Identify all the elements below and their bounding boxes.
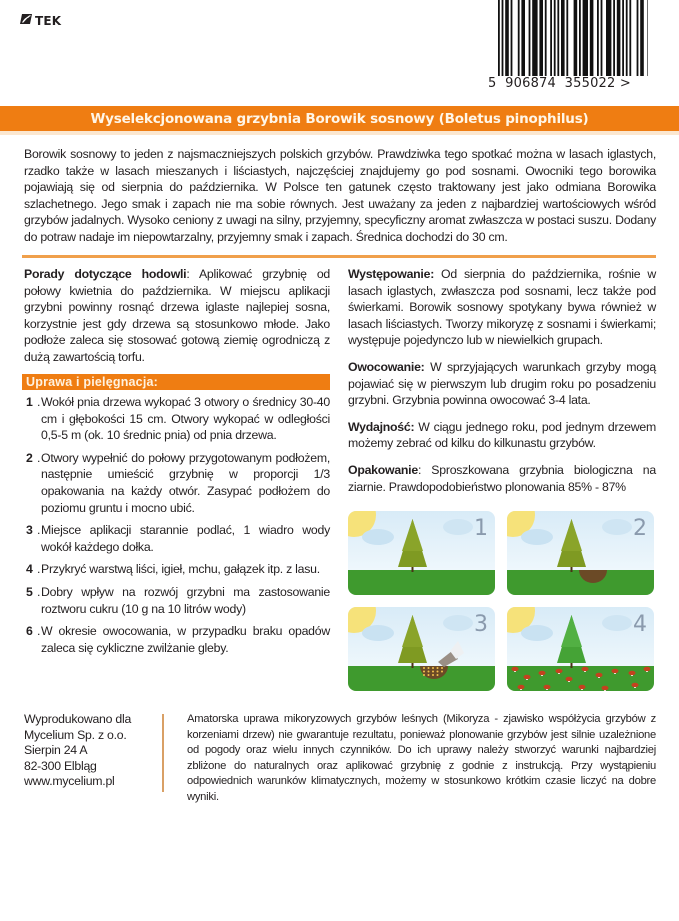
step-text: W okresie owocowania, w przypadku braku opadów zaleca się cykliczne zwilżanie gleby. [41,624,330,655]
mycelium-grain [432,674,434,676]
yield-info [348,419,656,452]
mycelium-grain [432,671,434,673]
producer-website[interactable]: www.mycelium.pl [24,774,115,789]
mushroom-icon [556,669,563,674]
step-text: Miejsce aplikacji starannie podlać, 1 wiadro wody wokół każdego dołka. [41,523,330,554]
barcode-bar [561,0,565,76]
barcode-digits-right: 355022 [564,76,616,91]
mushroom-icon [579,685,586,690]
barcode-bar [640,0,644,76]
barcode-bar [545,0,547,76]
cloud-icon [521,529,553,545]
cloud-icon [362,625,394,641]
mushroom-icon [596,673,603,678]
barcode-bar [505,0,509,76]
care-step: 3 . Miejsce aplikacji starannie podlać, 1 wiadro wody wokół każdego dołka. [26,523,330,554]
step-text: Wokół pnia drzewa wykopać 3 otwory o średnicy 30-40 cm i głębokości 15 cm. Otwory wykopać w odległości 0,5-5 m (ok. 10 średnic pnia) od pnia drzewa. [41,395,330,443]
planting-illustrations [348,511,658,691]
barcode-bar [617,0,621,76]
step-number-label: 1 [474,516,488,541]
barcode [488,0,658,100]
occurrence-text: Od sierpnia do października, rośnie w lasach iglastych, zwłaszcza pod sosnami, lecz także pod świerkami. Borowik sosnowy spotykany bywa również w lasach liściastych. Tworzy mikoryzę z sosnami i świerkami; występuje pojedynczo lub w niewielkich grupach. [348,267,656,348]
care-heading: Uprawa i pielęgnacja: [22,374,330,390]
cloud-icon [362,529,394,545]
barcode-bar [532,0,537,76]
barcode-bar [590,0,594,76]
mycelium-grain [441,671,443,673]
title-bar [0,106,679,131]
cloud-icon [443,519,473,535]
barcode-bar [554,0,556,76]
mushroom-icon [582,667,589,672]
barcode-arrow: > [619,76,631,91]
producer-company: Mycelium Sp. z o.o. [24,727,127,742]
disclaimer: Amatorska uprawa mikoryzowych grzybów leśnych (Mikoryza - zjawisko współżycia grzybów z korzeniami drzew) nie gwarantuje rezultatu, ponieważ plonowanie grzybów jest silnie uzależnione od pogody oraz wielu innych czynników. Do ich uprawy należy stworzyć warunki najbardziej zbliżone do naturalnych oraz aplikować grzybnię z godnie z instrukcją. Przy wystąpieniu odpowiednich warunków klimatycznych, możemy w stosunkowo krótkim czasie liczyć na dobre wyniki. [187,713,656,803]
fruiting-text: W sprzyjających warunkach grzyby mogą pojawiać się w pierwszym lub drugim roku po posadzeniu grzybni. Grzybnia powinna owocować 3-4 lata. [348,359,656,408]
care-step: 1 . Wokół pnia drzewa wykopać 3 otwory o średnicy 30-40 cm i głębokości 15 cm. Otwory wykopać w odległości 0,5-5 m (ok. 10 średnic pnia) od pnia drzewa. [26,395,330,443]
fruiting-label: Owocowanie: [348,359,425,374]
mushroom-icon [512,667,519,672]
barcode-bar [647,0,648,76]
mycelium-grain [437,667,439,669]
packaging-label: Opakowanie [348,462,418,477]
leaf-icon [19,12,33,30]
care-step: 5 . Dobry wpływ na rozwój grzybni ma zastosowanie roztworu cukru (10 g na 10 litrów wody) [26,584,330,616]
step-number: 5 [26,584,33,599]
barcode-bar [622,0,624,76]
packaging-text: : Sproszkowana grzybnia biologiczna na ziarnie. Prawdopodobieństwo plonowania 85% - 87% [348,462,656,494]
barcode-bar [498,0,500,76]
mushroom-icon [524,675,531,680]
barcode-bar [601,0,603,76]
step-number-label: 2 [633,516,647,541]
occurrence-info [348,266,656,349]
product-description: Borowik sosnowy to jeden z najsmaczniejszych polskich grzybów. Prawdziwka tego spotkać można w lasach iglastych, rzadko także w lasach mieszanych i liściastych, najczęściej znajdujemy go pod sosnami. Owocniki tego borowika pojawiają się od sierpnia do października. W Polsce ten gatunek często traktowany jest jako odmiana Borowika szlachetnego. Jego smak i zapach nie ma sobie równych. Jest uważany za jeden z najbardziej wartościowych wśród grzybów jadalnych. Wysoko ceniony z uwagi na silny, przyjemny, specyficzny aromat zwłaszcza w postaci suszu. Dodany do potraw nadaje im niepowtarzalny, przyjemny smak i zapach. Średnica dochodzi do 30 cm. [24,147,656,244]
barcode-bar [511,0,513,76]
footer-separator [162,714,164,792]
mycelium-grain [428,667,430,669]
yield-text: W ciągu jednego roku, pod jednym drzewem możemy zebrać od kilku do kilkunastu grzybów. [348,419,656,451]
barcode-bar [557,0,559,76]
mycelium-grain [441,667,443,669]
mycelium-grain [437,671,439,673]
mushroom-icon [566,677,573,682]
brand-name: TEK [35,14,62,28]
barcode-digit-lead: 5 [488,76,497,91]
barcode-bar [529,0,531,76]
mycelium-grain [432,667,434,669]
care-step: 6 . W okresie owocowania, w przypadku braku opadów zaleca się cykliczne zwilżanie gleby. [26,624,330,655]
mushroom-icon [644,667,651,672]
yield-label: Wydajność: [348,419,415,434]
mycelium-grain [428,671,430,673]
barcode-bar [606,0,611,76]
mycelium-grain [437,674,439,676]
care-steps [26,394,330,662]
cultivation-tips [24,266,330,366]
barcode-bar [539,0,543,76]
mushroom-icon [544,685,551,690]
barcode-bar [626,0,628,76]
occurrence-label: Występowanie: [348,267,435,281]
ground [348,570,495,595]
producer-city: 82-300 Elbląg [24,758,97,773]
producer-street: Sierpin 24 A [24,743,88,758]
barcode-bar [583,0,588,76]
barcode-bar [629,0,631,76]
barcode-bar [579,0,581,76]
barcode-bars [498,0,648,76]
tips-text: : Aplikować grzybnię od połowy kwietnia do października. W miejscu aplikacji grzybni powinny rosnąć drzewa iglaste najlepiej sosna, korzystnie jest gdy drzewa są stosunkowo młode. Jako podłoże zaleca się stosować gotową ziemię ogrodniczą z dużą zawartością torfu. [24,267,330,364]
illustration-panel-3 [348,607,495,691]
cloud-icon [602,519,632,535]
producer-line: Wyprodukowano dla [24,712,132,726]
step-number: 4 [26,562,33,577]
illustration-panel-1 [348,511,495,595]
barcode-digits [488,76,668,91]
barcode-bar [521,0,525,76]
tips-label: Porady dotyczące hodowli [24,267,187,281]
illustration-panel-2 [507,511,654,595]
brand-logo [19,12,61,30]
step-number-label: 4 [633,612,647,637]
producer-info [24,712,131,790]
barcode-bar [574,0,578,76]
cloud-icon [521,625,553,641]
illustration-panel-4 [507,607,654,691]
step-text: Dobry wpływ na rozwój grzybni ma zastosowanie roztworu cukru (10 g na 10 litrów wody) [41,584,330,616]
barcode-bar [518,0,520,76]
mushroom-icon [539,671,546,676]
barcode-bar [597,0,599,76]
step-text: Przykryć warstwą liści, igieł, mchu, gałązek itp. z lasu. [41,562,320,577]
fruiting-info [348,359,656,409]
barcode-bar [566,0,568,76]
mycelium-grain [423,667,425,669]
cloud-icon [443,615,473,631]
mushroom-icon [518,685,525,690]
step-number-label: 3 [474,612,488,637]
mushroom-icon [632,683,639,688]
care-step: 2 . Otwory wypełnić do połowy przygotowanym podłożem, następnie umieścić grzybnię w proporcji 1/3 opakowania na każdy otwór. Zasypać podłożem do poziomu gruntu i mocno ubić. [26,450,330,515]
title-bar-shadow [0,131,679,135]
product-title: Wyselekcjonowana grzybnia Borowik sosnowy (Boletus pinophilus) [90,110,589,127]
barcode-bar [550,0,552,76]
barcode-digits-left: 906874 [505,76,556,91]
step-number: 1 [26,395,33,409]
cloud-icon [602,615,632,631]
mushroom-icon [602,686,609,691]
step-number: 2 [26,450,33,465]
step-number: 6 [26,624,33,639]
step-text: Otwory wypełnić do połowy przygotowanym podłożem, następnie umieścić grzybnię w proporcji 1/3 opakowania na każdy otwór. Zasypać podłożem do poziomu gruntu i mocno ubić. [41,450,330,515]
info-column [348,266,656,505]
mushroom-icon [612,669,619,674]
barcode-bar [502,0,504,76]
mycelium-grain [428,674,430,676]
packaging-info [348,462,656,495]
step-number: 3 [26,523,33,538]
barcode-bar [613,0,615,76]
care-step: 4 . Przykryć warstwą liści, igieł, mchu, gałązek itp. z lasu. [26,561,330,578]
mycelium-grain [423,674,425,676]
section-divider [22,255,656,258]
mycelium-grain [423,671,425,673]
barcode-bar [637,0,639,76]
mushroom-icon [629,671,636,676]
